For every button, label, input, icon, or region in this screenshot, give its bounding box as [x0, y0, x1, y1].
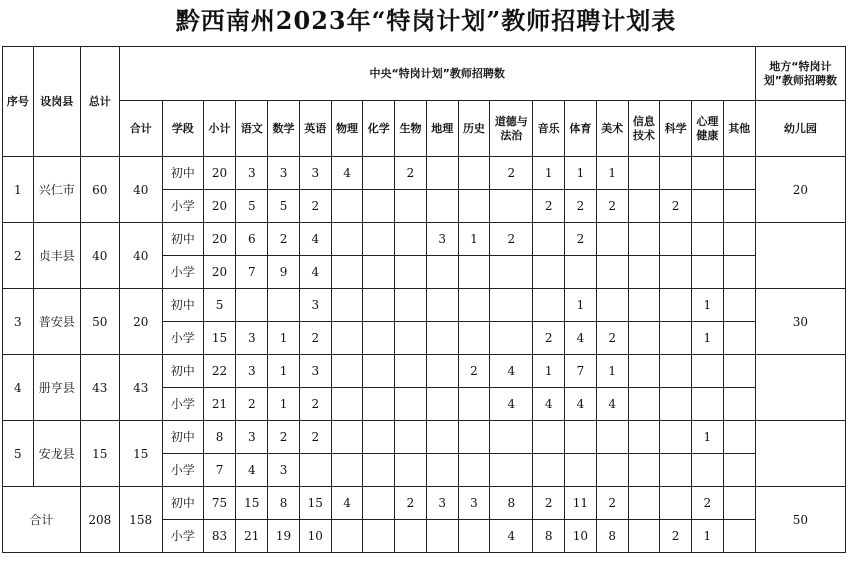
- cell-stage: 小学: [162, 520, 203, 553]
- cell-subject-count: 2: [395, 487, 427, 520]
- cell-subject-count: [395, 355, 427, 388]
- cell-sum: 43: [119, 355, 162, 421]
- cell-seq: 5: [3, 421, 34, 487]
- cell-subject-count: [628, 421, 660, 454]
- cell-subject-count: [596, 454, 628, 487]
- cell-subject-count: [426, 289, 458, 322]
- cell-xiaoji: 20: [203, 157, 236, 190]
- cell-subject-count: 4: [490, 520, 533, 553]
- cell-subject-count: [596, 421, 628, 454]
- cell-xiaoji: 20: [203, 256, 236, 289]
- cell-total: 60: [80, 157, 119, 223]
- cell-subject-count: 2: [236, 388, 268, 421]
- cell-subject-count: 21: [236, 520, 268, 553]
- cell-subject-count: 3: [426, 487, 458, 520]
- cell-subject-count: 2: [660, 190, 692, 223]
- cell-subject-count: 5: [268, 190, 300, 223]
- cell-subject-count: [331, 289, 363, 322]
- cell-subject-count: 3: [299, 355, 331, 388]
- cell-subject-count: [723, 289, 755, 322]
- cell-subject-count: [458, 388, 490, 421]
- cell-subject-count: [426, 520, 458, 553]
- cell-subject-count: 4: [299, 223, 331, 256]
- cell-kindergarten: [755, 421, 845, 487]
- cell-subject-count: [723, 190, 755, 223]
- cell-subject-count: [299, 454, 331, 487]
- cell-subject-count: [660, 355, 692, 388]
- cell-subject-count: [363, 223, 395, 256]
- cell-subject-count: [331, 223, 363, 256]
- cell-subject-count: [490, 421, 533, 454]
- cell-subject-count: [691, 190, 723, 223]
- header-subject: 道德与法治: [490, 101, 533, 157]
- cell-subject-count: [490, 322, 533, 355]
- cell-subject-count: 8: [268, 487, 300, 520]
- cell-subject-count: [458, 322, 490, 355]
- cell-subject-count: [395, 421, 427, 454]
- cell-subject-count: [691, 157, 723, 190]
- cell-stage: 小学: [162, 256, 203, 289]
- cell-subject-count: [565, 454, 597, 487]
- cell-subject-count: [628, 157, 660, 190]
- cell-county: 普安县: [33, 289, 80, 355]
- cell-subject-count: 10: [299, 520, 331, 553]
- cell-subject-count: [458, 190, 490, 223]
- cell-subject-count: [395, 454, 427, 487]
- cell-subject-count: [395, 388, 427, 421]
- total-row-label: 合计: [3, 487, 81, 553]
- cell-subject-count: [426, 454, 458, 487]
- cell-subject-count: [628, 454, 660, 487]
- cell-subject-count: 7: [565, 355, 597, 388]
- cell-sum: 40: [119, 223, 162, 289]
- cell-xiaoji: 20: [203, 190, 236, 223]
- cell-subject-count: [660, 388, 692, 421]
- cell-subject-count: [723, 388, 755, 421]
- cell-subject-count: [533, 454, 565, 487]
- cell-subject-count: [363, 454, 395, 487]
- cell-subject-count: [395, 289, 427, 322]
- cell-stage: 初中: [162, 487, 203, 520]
- cell-subject-count: 2: [458, 355, 490, 388]
- cell-subject-count: 4: [533, 388, 565, 421]
- cell-subject-count: 1: [268, 388, 300, 421]
- cell-county: 贞丰县: [33, 223, 80, 289]
- cell-subject-count: 9: [268, 256, 300, 289]
- cell-subject-count: [723, 421, 755, 454]
- cell-subject-count: [426, 190, 458, 223]
- header-xiaoji: 小计: [203, 101, 236, 157]
- cell-subject-count: [395, 190, 427, 223]
- cell-subject-count: [363, 388, 395, 421]
- cell-subject-count: [723, 520, 755, 553]
- cell-subject-count: 7: [236, 256, 268, 289]
- cell-subject-count: [331, 454, 363, 487]
- table-row: [3, 157, 846, 190]
- cell-subject-count: 3: [236, 322, 268, 355]
- cell-subject-count: [363, 157, 395, 190]
- cell-subject-count: [426, 157, 458, 190]
- header-subject: 美术: [596, 101, 628, 157]
- cell-subject-count: [363, 190, 395, 223]
- cell-subject-count: [236, 289, 268, 322]
- header-sum: 合计: [119, 101, 162, 157]
- cell-subject-count: [628, 355, 660, 388]
- cell-subject-count: 1: [268, 322, 300, 355]
- cell-subject-count: 5: [236, 190, 268, 223]
- cell-stage: 小学: [162, 454, 203, 487]
- cell-stage: 小学: [162, 322, 203, 355]
- cell-subject-count: 1: [268, 355, 300, 388]
- cell-subject-count: 6: [236, 223, 268, 256]
- cell-subject-count: [490, 454, 533, 487]
- cell-subject-count: [691, 223, 723, 256]
- cell-seq: 4: [3, 355, 34, 421]
- cell-subject-count: [331, 256, 363, 289]
- cell-subject-count: [458, 157, 490, 190]
- cell-subject-count: [268, 289, 300, 322]
- cell-subject-count: 2: [660, 520, 692, 553]
- cell-subject-count: [660, 322, 692, 355]
- cell-subject-count: [490, 190, 533, 223]
- cell-subject-count: [490, 289, 533, 322]
- cell-sum: 20: [119, 289, 162, 355]
- cell-xiaoji: 8: [203, 421, 236, 454]
- cell-subject-count: [363, 256, 395, 289]
- cell-subject-count: 4: [596, 388, 628, 421]
- cell-subject-count: [628, 256, 660, 289]
- cell-subject-count: 1: [533, 355, 565, 388]
- cell-subject-count: 1: [533, 157, 565, 190]
- cell-xiaoji: 20: [203, 223, 236, 256]
- cell-stage: 初中: [162, 157, 203, 190]
- cell-subject-count: [426, 256, 458, 289]
- cell-seq: 1: [3, 157, 34, 223]
- cell-subject-count: 2: [268, 421, 300, 454]
- header-subject: 化学: [363, 101, 395, 157]
- cell-subject-count: [723, 157, 755, 190]
- cell-subject-count: [660, 487, 692, 520]
- header-subject: 历史: [458, 101, 490, 157]
- cell-subject-count: [628, 190, 660, 223]
- cell-subject-count: [426, 322, 458, 355]
- table-row: [3, 421, 846, 454]
- cell-subject-count: 2: [299, 190, 331, 223]
- table-row: [3, 289, 846, 322]
- header-subject: 英语: [299, 101, 331, 157]
- header-subject: 心理健康: [691, 101, 723, 157]
- cell-subject-count: 2: [395, 157, 427, 190]
- cell-total: 43: [80, 355, 119, 421]
- cell-stage: 初中: [162, 289, 203, 322]
- header-total: 总计: [80, 47, 119, 157]
- cell-subject-count: 4: [236, 454, 268, 487]
- cell-subject-count: [458, 256, 490, 289]
- cell-subject-count: 3: [268, 454, 300, 487]
- cell-subject-count: [691, 355, 723, 388]
- cell-subject-count: 3: [236, 157, 268, 190]
- cell-subject-count: [628, 223, 660, 256]
- cell-subject-count: [533, 223, 565, 256]
- cell-subject-count: 1: [691, 289, 723, 322]
- cell-subject-count: 2: [299, 388, 331, 421]
- cell-subject-count: [331, 520, 363, 553]
- cell-subject-count: 15: [299, 487, 331, 520]
- cell-subject-count: [628, 322, 660, 355]
- cell-stage: 小学: [162, 388, 203, 421]
- cell-subject-count: [723, 355, 755, 388]
- cell-subject-count: [628, 289, 660, 322]
- cell-subject-count: [533, 289, 565, 322]
- cell-subject-count: 2: [596, 487, 628, 520]
- cell-subject-count: [395, 223, 427, 256]
- cell-subject-count: 2: [268, 223, 300, 256]
- cell-subject-count: [660, 289, 692, 322]
- cell-subject-count: 3: [426, 223, 458, 256]
- cell-subject-count: 2: [565, 223, 597, 256]
- cell-county: 册亨县: [33, 355, 80, 421]
- cell-subject-count: [723, 223, 755, 256]
- cell-subject-count: [691, 388, 723, 421]
- cell-subject-count: 8: [596, 520, 628, 553]
- table-row: [3, 487, 846, 520]
- cell-subject-count: [628, 520, 660, 553]
- cell-subject-count: 11: [565, 487, 597, 520]
- header-subject: 物理: [331, 101, 363, 157]
- cell-subject-count: [363, 289, 395, 322]
- cell-subject-count: [331, 388, 363, 421]
- cell-total: 208: [80, 487, 119, 553]
- cell-kindergarten: [755, 355, 845, 421]
- header-subject: 科学: [660, 101, 692, 157]
- cell-subject-count: [395, 322, 427, 355]
- cell-stage: 小学: [162, 190, 203, 223]
- cell-subject-count: [596, 289, 628, 322]
- cell-kindergarten: 50: [755, 487, 845, 553]
- cell-subject-count: 19: [268, 520, 300, 553]
- cell-subject-count: 3: [458, 487, 490, 520]
- cell-xiaoji: 21: [203, 388, 236, 421]
- cell-subject-count: [395, 520, 427, 553]
- header-stage: 学段: [162, 101, 203, 157]
- cell-subject-count: [363, 421, 395, 454]
- cell-subject-count: [426, 355, 458, 388]
- cell-subject-count: [363, 355, 395, 388]
- cell-kindergarten: [755, 223, 845, 289]
- page-title: 黔西南州2023年“特岗计划”教师招聘计划表: [175, 6, 677, 35]
- cell-subject-count: [458, 289, 490, 322]
- cell-subject-count: [660, 223, 692, 256]
- cell-subject-count: [691, 256, 723, 289]
- cell-seq: 2: [3, 223, 34, 289]
- cell-stage: 初中: [162, 355, 203, 388]
- header-subject: 体育: [565, 101, 597, 157]
- cell-xiaoji: 15: [203, 322, 236, 355]
- cell-subject-count: 2: [533, 487, 565, 520]
- cell-total: 40: [80, 223, 119, 289]
- cell-subject-count: [426, 388, 458, 421]
- cell-subject-count: [458, 520, 490, 553]
- cell-xiaoji: 7: [203, 454, 236, 487]
- cell-subject-count: 2: [596, 322, 628, 355]
- cell-subject-count: [660, 256, 692, 289]
- cell-subject-count: 2: [596, 190, 628, 223]
- cell-subject-count: [723, 256, 755, 289]
- cell-subject-count: 3: [236, 421, 268, 454]
- cell-subject-count: [331, 190, 363, 223]
- cell-subject-count: 15: [236, 487, 268, 520]
- cell-sum: 158: [119, 487, 162, 553]
- cell-subject-count: [660, 157, 692, 190]
- cell-subject-count: [363, 520, 395, 553]
- cell-subject-count: [533, 421, 565, 454]
- cell-sum: 15: [119, 421, 162, 487]
- cell-subject-count: 4: [490, 355, 533, 388]
- header-central: 中央“特岗计划”教师招聘数: [119, 47, 755, 101]
- cell-xiaoji: 22: [203, 355, 236, 388]
- cell-subject-count: [596, 223, 628, 256]
- cell-subject-count: [363, 487, 395, 520]
- header-subject: 音乐: [533, 101, 565, 157]
- cell-subject-count: 1: [691, 421, 723, 454]
- cell-subject-count: [458, 454, 490, 487]
- cell-county: 安龙县: [33, 421, 80, 487]
- header-subject: 地理: [426, 101, 458, 157]
- cell-kindergarten: 20: [755, 157, 845, 223]
- cell-subject-count: 4: [299, 256, 331, 289]
- cell-subject-count: [660, 421, 692, 454]
- recruitment-plan-table: [2, 46, 846, 553]
- cell-subject-count: [331, 421, 363, 454]
- header-local: 地方“特岗计划”教师招聘数: [755, 47, 845, 101]
- cell-sum: 40: [119, 157, 162, 223]
- table-row: [3, 355, 846, 388]
- cell-subject-count: 2: [691, 487, 723, 520]
- cell-subject-count: 2: [565, 190, 597, 223]
- cell-subject-count: [723, 487, 755, 520]
- cell-subject-count: 2: [490, 223, 533, 256]
- header-subject: 语文: [236, 101, 268, 157]
- cell-xiaoji: 75: [203, 487, 236, 520]
- header-county: 设岗县: [33, 47, 80, 157]
- header-subject: 生物: [395, 101, 427, 157]
- cell-stage: 初中: [162, 223, 203, 256]
- cell-subject-count: 2: [299, 421, 331, 454]
- cell-subject-count: 4: [331, 157, 363, 190]
- cell-seq: 3: [3, 289, 34, 355]
- cell-xiaoji: 5: [203, 289, 236, 322]
- cell-subject-count: [628, 487, 660, 520]
- cell-subject-count: 4: [565, 388, 597, 421]
- cell-subject-count: [490, 256, 533, 289]
- cell-subject-count: [426, 421, 458, 454]
- cell-subject-count: 1: [565, 289, 597, 322]
- cell-stage: 初中: [162, 421, 203, 454]
- header-subject: 其他: [723, 101, 755, 157]
- cell-subject-count: 2: [533, 190, 565, 223]
- cell-subject-count: [331, 355, 363, 388]
- cell-subject-count: 1: [565, 157, 597, 190]
- cell-kindergarten: 30: [755, 289, 845, 355]
- cell-subject-count: 3: [299, 289, 331, 322]
- cell-subject-count: 3: [268, 157, 300, 190]
- cell-subject-count: [691, 454, 723, 487]
- cell-subject-count: [363, 322, 395, 355]
- cell-subject-count: 2: [490, 157, 533, 190]
- cell-subject-count: 2: [299, 322, 331, 355]
- cell-subject-count: [723, 322, 755, 355]
- cell-subject-count: 4: [490, 388, 533, 421]
- cell-subject-count: [533, 256, 565, 289]
- cell-subject-count: 4: [565, 322, 597, 355]
- cell-subject-count: [723, 454, 755, 487]
- cell-subject-count: 1: [691, 520, 723, 553]
- cell-subject-count: [331, 322, 363, 355]
- cell-subject-count: [596, 256, 628, 289]
- table-row: [3, 223, 846, 256]
- cell-subject-count: 3: [299, 157, 331, 190]
- header-kindergarten: 幼儿园: [755, 101, 845, 157]
- cell-subject-count: 2: [533, 322, 565, 355]
- header-subject: 信息技术: [628, 101, 660, 157]
- cell-subject-count: [565, 421, 597, 454]
- cell-subject-count: [660, 454, 692, 487]
- header-seq: 序号: [3, 47, 34, 157]
- cell-total: 50: [80, 289, 119, 355]
- cell-subject-count: 1: [691, 322, 723, 355]
- cell-total: 15: [80, 421, 119, 487]
- cell-subject-count: [458, 421, 490, 454]
- cell-subject-count: 8: [490, 487, 533, 520]
- cell-subject-count: 3: [236, 355, 268, 388]
- cell-subject-count: [628, 388, 660, 421]
- header-subject: 数学: [268, 101, 300, 157]
- cell-subject-count: 1: [596, 355, 628, 388]
- cell-subject-count: 10: [565, 520, 597, 553]
- cell-subject-count: 1: [458, 223, 490, 256]
- cell-xiaoji: 83: [203, 520, 236, 553]
- cell-subject-count: 4: [331, 487, 363, 520]
- cell-subject-count: 8: [533, 520, 565, 553]
- cell-subject-count: [565, 256, 597, 289]
- cell-subject-count: [395, 256, 427, 289]
- cell-county: 兴仁市: [33, 157, 80, 223]
- cell-subject-count: 1: [596, 157, 628, 190]
